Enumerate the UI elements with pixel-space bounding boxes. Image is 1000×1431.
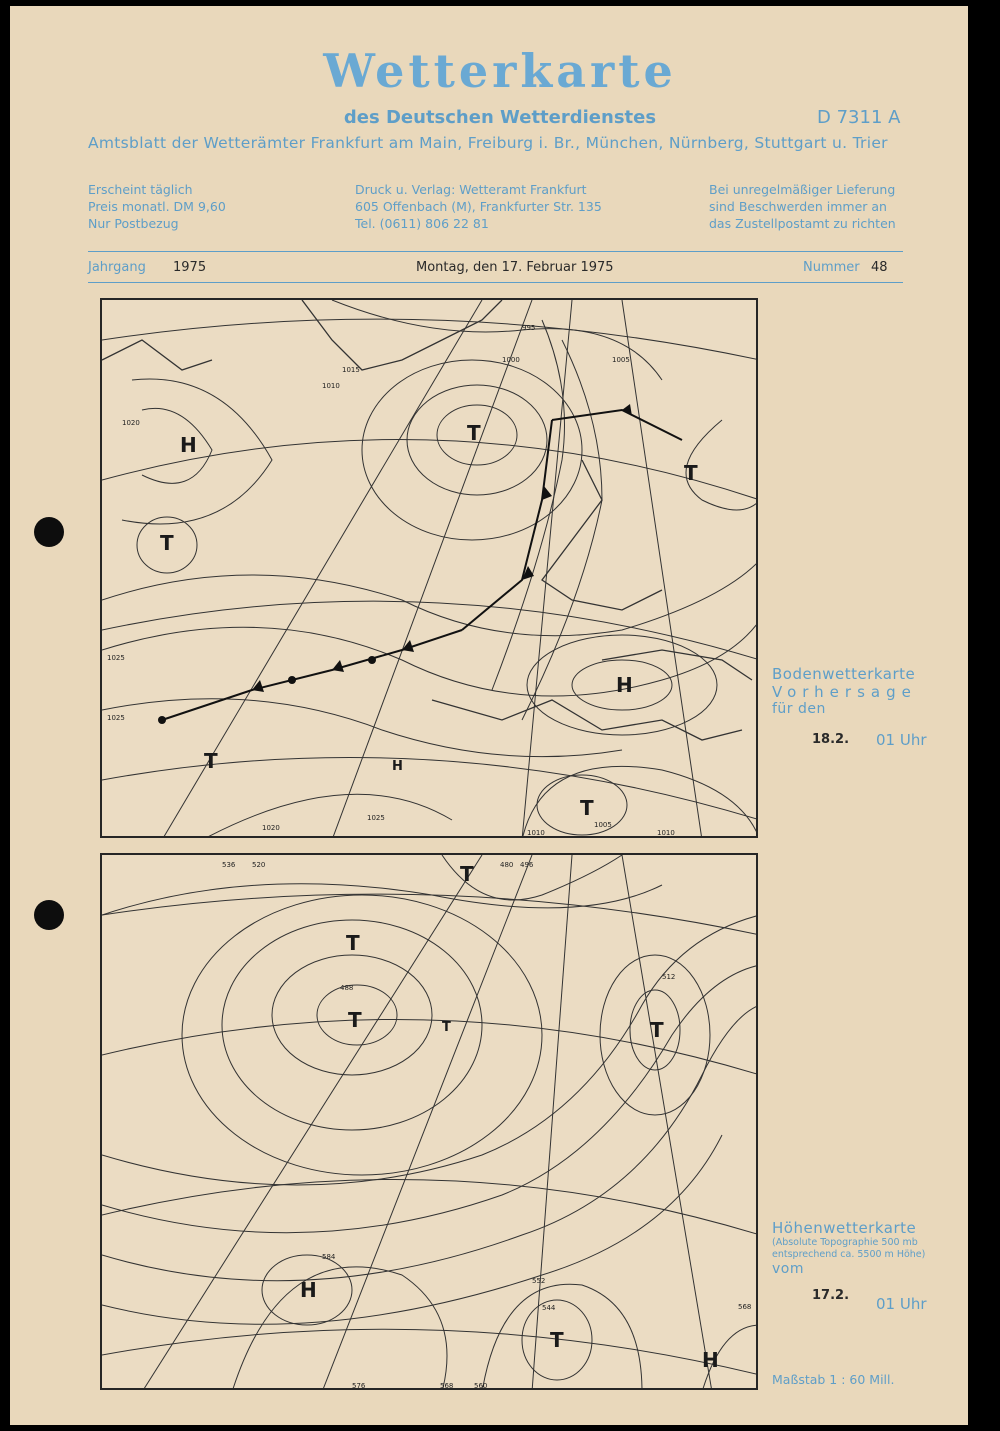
isobar-label: 1020: [262, 824, 280, 832]
pressure-center: T: [460, 862, 474, 886]
map-scale: Maßstab 1 : 60 Mill.: [772, 1372, 895, 1387]
contour-label: 480: [500, 861, 514, 869]
volume-label: Jahrgang: [88, 260, 146, 275]
surface-map-title: Bodenwetterkarte: [772, 665, 916, 683]
isobar-label: 1015: [342, 366, 360, 374]
info-text: Druck u. Verlag: Wetteramt Frankfurt: [355, 182, 587, 197]
pressure-center: T: [442, 1020, 451, 1035]
punch-hole: [34, 517, 64, 547]
upper-map-date: 17.2.: [812, 1288, 850, 1303]
contour-label: 536: [222, 861, 236, 869]
info-right: [709, 181, 896, 232]
isobar-label: 1010: [657, 829, 675, 837]
official-line: Amtsblatt der Wetterämter Frankfurt am Main, Freiburg i. Br., München, Nürnberg, Stuttgart u. Trier: [88, 134, 888, 152]
info-text: Bei unregelmäßiger Lieferung: [709, 182, 896, 197]
pressure-center: T: [684, 461, 698, 485]
pressure-center: H: [702, 1348, 719, 1372]
info-text: 605 Offenbach (M), Frankfurter Str. 135: [355, 199, 602, 214]
info-text: sind Beschwerden immer an: [709, 199, 887, 214]
surface-map-for-label: für den: [772, 701, 826, 717]
upper-map-caption: [772, 1219, 942, 1277]
info-text: Tel. (0611) 806 22 81: [355, 216, 489, 231]
upper-map-note: (Absolute Topographie 500 mb: [772, 1237, 918, 1248]
pressure-center: T: [650, 1018, 664, 1042]
surface-weather-map: [100, 298, 758, 838]
upper-map-from-label: vom: [772, 1261, 804, 1277]
upper-map-drawing: [102, 855, 758, 1390]
info-text: Erscheint täglich: [88, 182, 193, 197]
publication-code: D 7311 A: [817, 107, 901, 128]
pressure-center: H: [180, 433, 197, 457]
isobar-label: 1020: [122, 419, 140, 427]
isobar-label: 1000: [502, 356, 520, 364]
header-rule-bottom: [88, 282, 903, 283]
contour-label: 568: [440, 1382, 454, 1390]
surface-map-drawing: [102, 300, 758, 838]
isobar-label: 1025: [107, 714, 125, 722]
contour-label: 576: [352, 1382, 366, 1390]
pressure-center: T: [467, 421, 481, 445]
contour-label: 520: [252, 861, 266, 869]
pressure-center: H: [616, 673, 633, 697]
contour-label: 568: [738, 1303, 752, 1311]
number-label: Nummer: [803, 260, 860, 275]
surface-map-time: 01 Uhr: [876, 731, 927, 749]
surface-map-date: 18.2.: [812, 732, 850, 747]
isobar-label: 1025: [107, 654, 125, 662]
isobar-label: 1025: [367, 814, 385, 822]
isobar-label: 1005: [612, 356, 630, 364]
contour-label: 560: [474, 1382, 488, 1390]
upper-map-note: entsprechend ca. 5500 m Höhe): [772, 1249, 926, 1260]
pressure-center: T: [160, 531, 174, 555]
contour-label: 584: [322, 1253, 336, 1261]
info-text: das Zustellpostamt zu richten: [709, 216, 896, 231]
upper-map-time: 01 Uhr: [876, 1295, 927, 1313]
contour-label: 488: [340, 984, 354, 992]
contour-label: 496: [520, 861, 534, 869]
issue-number: 48: [871, 260, 888, 275]
info-text: Preis monatl. DM 9,60: [88, 199, 226, 214]
surface-map-subtitle: Vorhersage: [772, 683, 917, 701]
isobar-label: 1010: [527, 829, 545, 837]
contour-label: 512: [662, 973, 676, 981]
document-subtitle: des Deutschen Wetterdienstes: [343, 107, 657, 128]
upper-map-title: Höhenwetterkarte: [772, 1219, 917, 1237]
pressure-center: T: [346, 931, 360, 955]
pressure-center: T: [348, 1008, 362, 1032]
header-rule-top: [88, 251, 903, 252]
isobar-label: 995: [522, 324, 536, 332]
upper-air-map: [100, 853, 758, 1390]
issue-date: Montag, den 17. Februar 1975: [416, 260, 614, 275]
pressure-center: H: [392, 759, 403, 774]
isobar-label: 1005: [594, 821, 612, 829]
pressure-center: T: [204, 749, 218, 773]
contour-label: 552: [532, 1277, 546, 1285]
document-title: Wetterkarte: [323, 44, 677, 98]
pressure-center: T: [550, 1328, 564, 1352]
volume-year: 1975: [173, 260, 207, 275]
info-middle: [355, 181, 602, 232]
punch-hole: [34, 900, 64, 930]
isobar-label: 1010: [322, 382, 340, 390]
pressure-center: T: [580, 796, 594, 820]
info-text: Nur Postbezug: [88, 216, 179, 231]
surface-map-caption: [772, 665, 937, 717]
contour-label: 544: [542, 1304, 556, 1312]
info-left: [88, 181, 226, 232]
pressure-center: H: [300, 1278, 317, 1302]
